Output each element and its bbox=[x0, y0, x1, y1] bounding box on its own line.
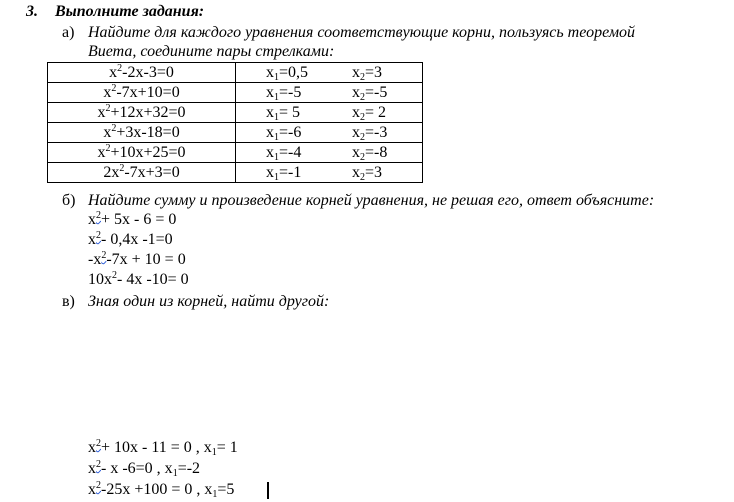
root-2-var: x bbox=[352, 144, 360, 161]
root-1-value: =0,5 bbox=[279, 64, 309, 81]
root-2 bbox=[352, 63, 382, 82]
root-2-index: 2 bbox=[360, 112, 365, 123]
equation-exponent: 2 bbox=[105, 143, 111, 154]
task-number: 3. bbox=[26, 3, 38, 20]
part-a-instruction-line2: Виета, соедините пары стрелками: bbox=[88, 43, 335, 60]
root-1-value: =-5 bbox=[279, 84, 302, 101]
part-c-instruction: Зная один из корней, найти другой: bbox=[88, 293, 330, 310]
root-1 bbox=[266, 63, 308, 82]
root-1-value: =-4 bbox=[279, 144, 302, 161]
root-2 bbox=[352, 163, 382, 182]
root-1-var: x bbox=[266, 124, 274, 141]
equation-cell bbox=[48, 123, 236, 143]
equation-exponent: 2 bbox=[96, 230, 101, 241]
root-2-var: x bbox=[352, 104, 360, 121]
root-1-index: 1 bbox=[274, 132, 279, 143]
equation-cell bbox=[48, 143, 236, 163]
root-index: 1 bbox=[212, 489, 218, 500]
equation-base: -x bbox=[88, 251, 102, 268]
task-title: Выполните задания: bbox=[55, 3, 205, 20]
roots-cell bbox=[236, 83, 423, 103]
root-2-index: 2 bbox=[360, 172, 365, 183]
roots-cell bbox=[236, 103, 423, 123]
roots-cell bbox=[236, 63, 423, 83]
equation-rest: + 10x - 11 = 0 , x bbox=[101, 439, 212, 456]
root-2-index: 2 bbox=[360, 72, 365, 83]
root-value: =-2 bbox=[177, 460, 201, 477]
equation-rest: +12x+32=0 bbox=[110, 104, 186, 121]
root-1 bbox=[266, 163, 301, 182]
table-row bbox=[48, 63, 423, 83]
equation-rest: - 4x -10= 0 bbox=[117, 271, 189, 288]
root-1-value: =-1 bbox=[279, 164, 302, 181]
equation-line bbox=[88, 271, 189, 289]
equation-base: x bbox=[97, 144, 106, 161]
root-1-var: x bbox=[266, 64, 274, 81]
equation-rest: + 5x - 6 = 0 bbox=[101, 211, 177, 228]
root-2-var: x bbox=[352, 64, 360, 81]
equation-exponent: 2 bbox=[111, 123, 117, 134]
equation-rest: +10x+25=0 bbox=[110, 144, 186, 161]
root-2 bbox=[352, 103, 386, 122]
equation-base: x bbox=[88, 211, 96, 228]
root-2 bbox=[352, 123, 387, 142]
equation-base: x bbox=[97, 104, 106, 121]
part-a-letter: а) bbox=[62, 24, 75, 41]
equation-rest: +3x-18=0 bbox=[116, 124, 180, 141]
part-a-instruction-line1: Найдите для каждого уравнения соответствующие корни, пользуясь теоремой bbox=[88, 24, 636, 41]
root-1 bbox=[266, 83, 301, 102]
root-2-value: =3 bbox=[365, 64, 383, 81]
part-c-letter: в) bbox=[62, 293, 75, 310]
equation-rest: - x -6=0 , x bbox=[101, 460, 173, 477]
equation-exponent: 2 bbox=[117, 63, 123, 74]
equation-rest: - 0,4x -1=0 bbox=[101, 231, 173, 248]
equation-rest: -25x +100 = 0 , x bbox=[101, 481, 213, 498]
equation-rest: -7x+3=0 bbox=[124, 164, 180, 181]
equation-rest: -7x + 10 = 0 bbox=[106, 251, 186, 268]
equation-base: x bbox=[88, 439, 96, 456]
equation-exponent: 2 bbox=[111, 83, 117, 94]
root-2 bbox=[352, 83, 387, 102]
root-2-value: =-5 bbox=[365, 84, 388, 101]
equation-rest: -7x+10=0 bbox=[116, 84, 180, 101]
equation-line bbox=[88, 251, 186, 269]
equation-base: x bbox=[88, 460, 96, 477]
root-value: = 1 bbox=[216, 439, 238, 456]
equation-line bbox=[88, 439, 238, 457]
root-2-var: x bbox=[352, 84, 360, 101]
root-index: 1 bbox=[172, 468, 178, 479]
root-2-value: =3 bbox=[365, 164, 383, 181]
root-1-index: 1 bbox=[274, 92, 279, 103]
table-row bbox=[48, 103, 423, 123]
equation-exponent: 2 bbox=[96, 210, 101, 221]
equation-line bbox=[88, 211, 176, 229]
equation-line bbox=[88, 231, 173, 249]
equation-exponent: 2 bbox=[105, 103, 111, 114]
root-2-var: x bbox=[352, 124, 360, 141]
equation-base: 10x bbox=[88, 271, 112, 288]
root-1-value: =-6 bbox=[279, 124, 302, 141]
root-2-var: x bbox=[352, 164, 360, 181]
equation-exponent: 2 bbox=[101, 250, 107, 261]
table-row bbox=[48, 83, 423, 103]
root-1-index: 1 bbox=[274, 112, 279, 123]
root-value: =5 bbox=[217, 481, 235, 498]
part-b-letter: б) bbox=[62, 192, 76, 209]
roots-cell bbox=[236, 123, 423, 143]
root-2-value: = 2 bbox=[365, 104, 387, 121]
root-1-index: 1 bbox=[274, 152, 279, 163]
equation-rest: -2x-3=0 bbox=[122, 64, 174, 81]
equation-line bbox=[88, 481, 234, 499]
table-row bbox=[48, 123, 423, 143]
roots-cell bbox=[236, 143, 423, 163]
root-2-value: =-3 bbox=[365, 124, 388, 141]
root-1 bbox=[266, 143, 301, 162]
root-1-index: 1 bbox=[274, 172, 279, 183]
equation-cell bbox=[48, 83, 236, 103]
root-1-value: = 5 bbox=[279, 104, 301, 121]
root-1-var: x bbox=[266, 84, 274, 101]
root-2-index: 2 bbox=[360, 152, 365, 163]
table-row bbox=[48, 163, 423, 183]
root-1 bbox=[266, 103, 300, 122]
table-row bbox=[48, 143, 423, 163]
equation-cell bbox=[48, 103, 236, 123]
root-2-value: =-8 bbox=[365, 144, 388, 161]
equation-exponent: 2 bbox=[112, 270, 117, 281]
root-2-index: 2 bbox=[360, 132, 365, 143]
equation-exponent: 2 bbox=[96, 459, 101, 470]
roots-matching-table bbox=[47, 62, 423, 183]
equation-base: x bbox=[88, 231, 96, 248]
root-1-var: x bbox=[266, 144, 274, 161]
roots-cell bbox=[236, 163, 423, 183]
part-b-instruction: Найдите сумму и произведение корней уравнения, не решая его, ответ объясните: bbox=[88, 192, 655, 209]
root-1-var: x bbox=[266, 104, 274, 121]
equation-base: x bbox=[88, 481, 96, 498]
equation-line bbox=[88, 460, 200, 478]
root-1 bbox=[266, 123, 301, 142]
equation-base: x bbox=[103, 124, 112, 141]
root-1-index: 1 bbox=[274, 72, 279, 83]
equation-cell bbox=[48, 163, 236, 183]
text-cursor bbox=[267, 482, 269, 499]
equation-base: x bbox=[103, 84, 112, 101]
equation-exponent: 2 bbox=[96, 480, 101, 491]
root-index: 1 bbox=[211, 447, 217, 458]
equation-base: x bbox=[109, 64, 118, 81]
equation-exponent: 2 bbox=[96, 438, 101, 449]
equation-exponent: 2 bbox=[119, 163, 125, 174]
root-2 bbox=[352, 143, 387, 162]
root-1-var: x bbox=[266, 164, 274, 181]
equation-base: 2x bbox=[103, 164, 120, 181]
root-2-index: 2 bbox=[360, 92, 365, 103]
equation-cell bbox=[48, 63, 236, 83]
